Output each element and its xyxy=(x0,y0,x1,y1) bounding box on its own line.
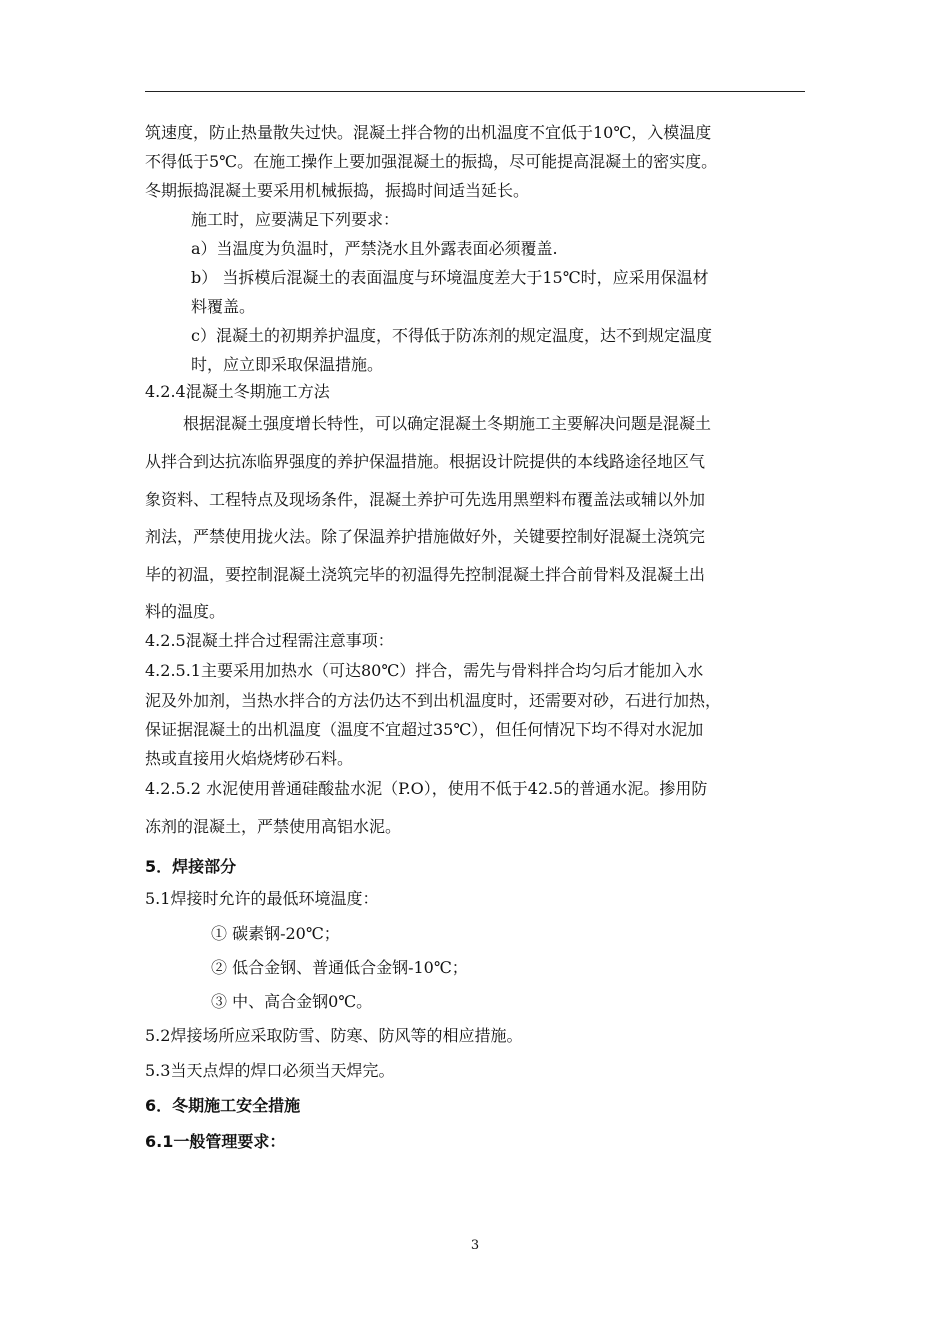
header-rule xyxy=(145,91,805,92)
body-text-line: 泥及外加剂，当热水拌合的方法仍达不到出机温度时，还需要对砂，石进行加热， xyxy=(145,691,722,710)
list-item-b: b） 当拆模后混凝土的表面温度与环境温度差大于15℃时，应采用保温材 xyxy=(191,268,709,287)
body-text-line: 剂法，严禁使用拢火法。除了保温养护措施做好外，关键要控制好混凝土浇筑完 xyxy=(145,527,706,546)
body-text-line: 4.2.5.2 水泥使用普通硅酸盐水泥（P.O），使用不低于42.5的普通水泥。掺用防 xyxy=(145,779,708,798)
page-number: 3 xyxy=(470,1238,480,1253)
list-item-a: a）当温度为负温时，严禁浇水且外露表面必须覆盖. xyxy=(191,239,558,258)
list-item-b-cont: 料覆盖。 xyxy=(191,297,256,316)
section-heading-6-1: 6.1一般管理要求： xyxy=(145,1132,286,1151)
body-text-line: 筑速度，防止热量散失过快。混凝土拌合物的出机温度不宜低于10℃，入模温度 xyxy=(145,123,712,142)
list-item-1: ① 碳素钢-20℃； xyxy=(211,924,340,943)
body-text-line: 冬期振捣混凝土要采用机械振捣，振捣时间适当延长。 xyxy=(145,181,530,200)
body-text-line: 4.2.5.1主要采用加热水（可达80℃）拌合，需先与骨料拌合均匀后才能加入水 xyxy=(145,661,704,680)
body-text-line: 保证据混凝土的出机温度（温度不宜超过35℃），但任何情况下均不得对水泥加 xyxy=(145,720,704,739)
list-item-2: ② 低合金钢、普通低合金钢-10℃； xyxy=(211,958,468,977)
body-text-line: 料的温度。 xyxy=(145,602,226,621)
list-item-3: ③ 中、高合金钢0℃。 xyxy=(211,992,373,1011)
section-heading-6: 6．冬期施工安全措施 xyxy=(145,1096,301,1115)
section-heading-4-2-5: 4.2.5混凝土拌合过程需注意事项： xyxy=(145,631,394,650)
body-text-line: 施工时，应要满足下列要求： xyxy=(191,210,400,229)
body-text-line: 根据混凝土强度增长特性，可以确定混凝土冬期施工主要解决问题是混凝土 xyxy=(183,414,712,433)
body-text-line: 5.1焊接时允许的最低环境温度： xyxy=(145,889,379,908)
section-heading-4-2-4: 4.2.4混凝土冬期施工方法 xyxy=(145,382,330,401)
list-item-c: c）混凝土的初期养护温度，不得低于防冻剂的规定温度，达不到规定温度 xyxy=(191,326,712,345)
body-text-line: 从拌合到达抗冻临界强度的养护保温措施。根据设计院提供的本线路途径地区气 xyxy=(145,452,706,471)
body-text-line: 毕的初温，要控制混凝土浇筑完毕的初温得先控制混凝土拌合前骨料及混凝土出 xyxy=(145,565,706,584)
section-heading-5: 5．焊接部分 xyxy=(145,857,237,876)
body-text-line: 冻剂的混凝土，严禁使用高铝水泥。 xyxy=(145,817,402,836)
body-text-line: 5.2焊接场所应采取防雪、防寒、防风等的相应措施。 xyxy=(145,1026,523,1045)
body-text-line: 不得低于5℃。在施工操作上要加强混凝土的振捣，尽可能提高混凝土的密实度。 xyxy=(145,152,718,171)
list-item-c-cont: 时，应立即采取保温措施。 xyxy=(191,355,384,374)
body-text-line: 象资料、工程特点及现场条件，混凝土养护可先选用黑塑料布覆盖法或辅以外加 xyxy=(145,490,706,509)
body-text-line: 5.3当天点焊的焊口必须当天焊完。 xyxy=(145,1061,395,1080)
body-text-line: 热或直接用火焰烧烤砂石料。 xyxy=(145,749,354,768)
